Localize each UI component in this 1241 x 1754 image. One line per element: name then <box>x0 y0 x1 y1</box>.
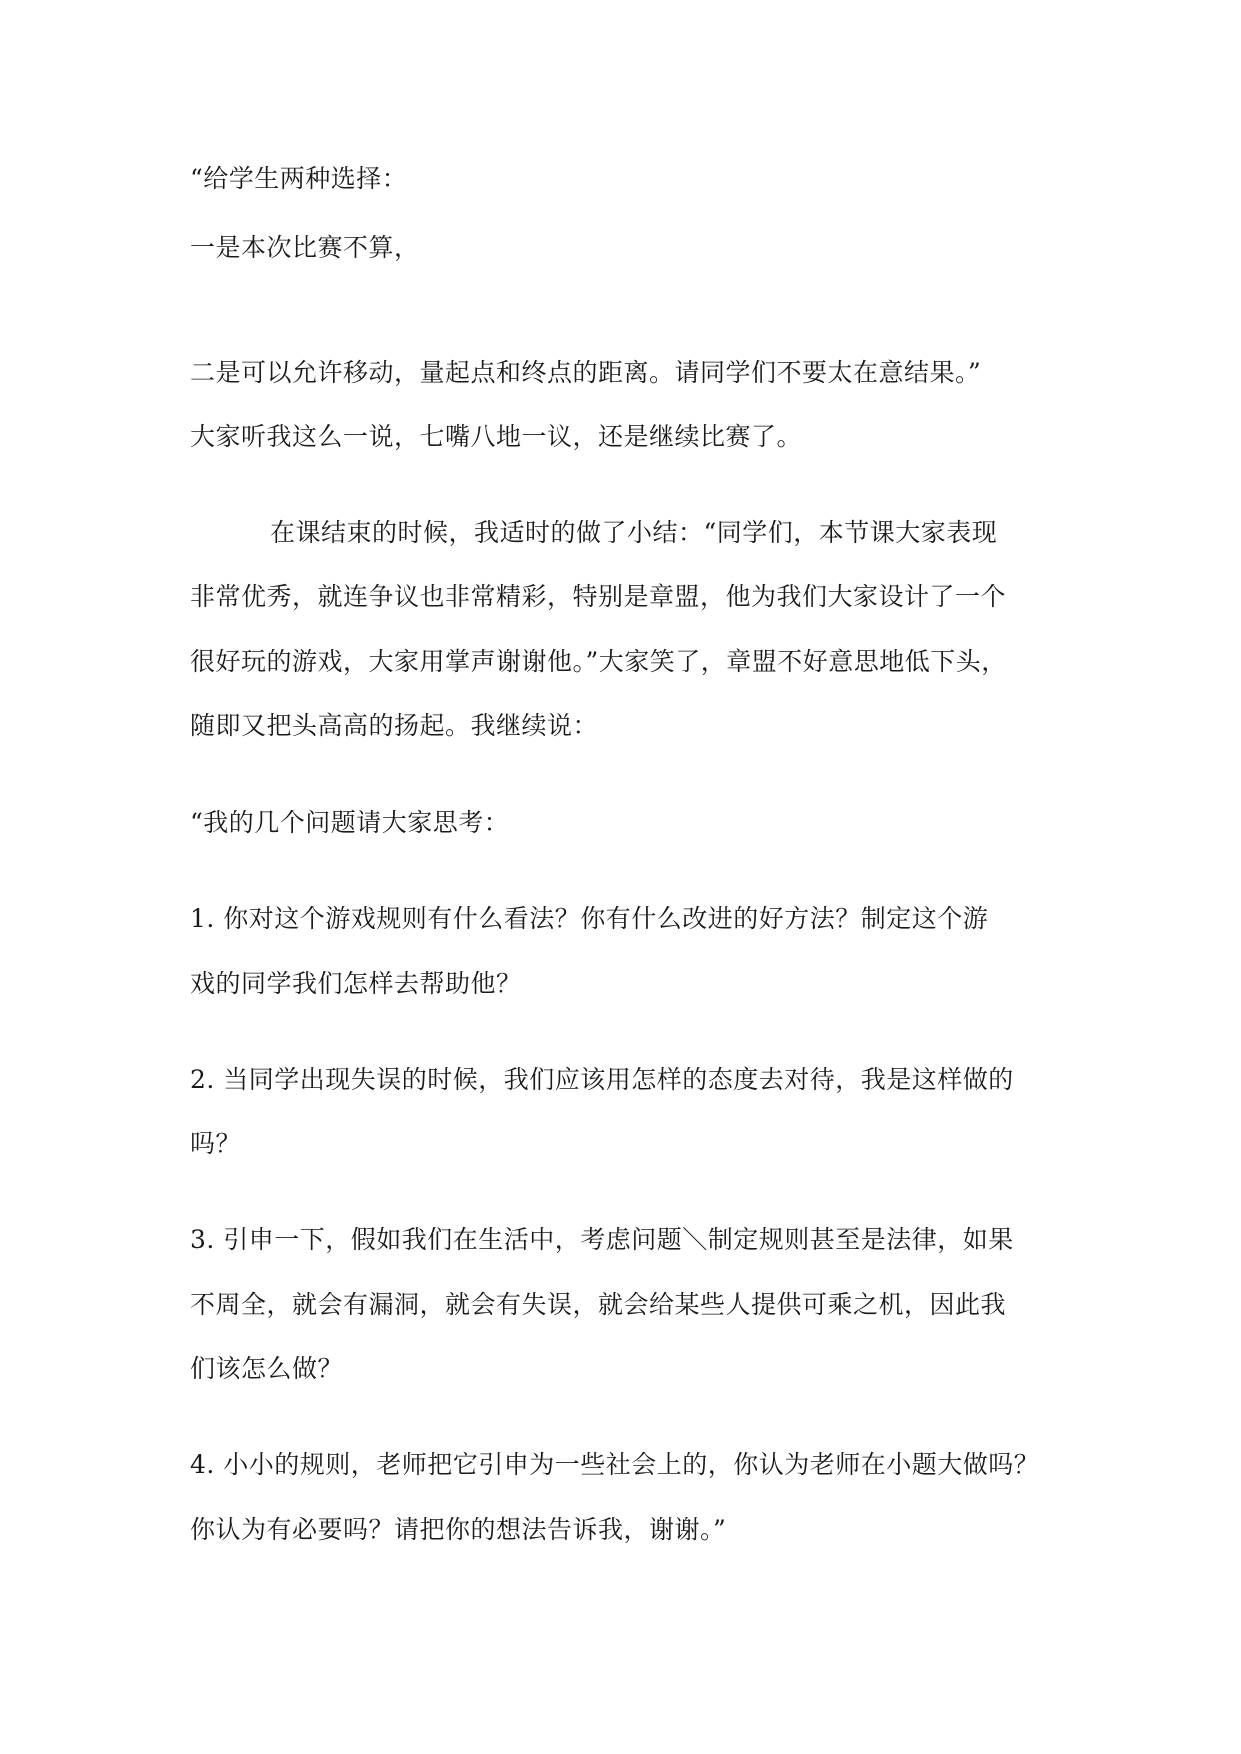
text-line: 戏的同学我们怎样去帮助他？ <box>190 969 522 998</box>
text-line: 随即又把头高高的扬起。我继续说： <box>190 711 599 740</box>
text-line: 2. 当同学出现失误的时候，我们应该用怎样的态度去对待，我是这样做的 <box>190 1065 1014 1094</box>
text-line: 二是可以允许移动，量起点和终点的距离。请同学们不要太在意结果。” <box>190 358 982 387</box>
text-line: 在课结束的时候，我适时的做了小结：“同学们，本节课大家表现 <box>270 518 998 547</box>
text-line: “我的几个问题请大家思考： <box>190 808 510 837</box>
text-line: 1. 你对这个游戏规则有什么看法？你有什么改进的好方法？制定这个游 <box>190 904 989 933</box>
text-line: 很好玩的游戏，大家用掌声谢谢他。”大家笑了，章盟不好意思地低下头， <box>190 647 1007 676</box>
text-line: “给学生两种选择： <box>190 164 408 193</box>
text-line: 吗？ <box>190 1129 242 1158</box>
text-line: 大家听我这么一说，七嘴八地一议，还是继续比赛了。 <box>190 422 803 451</box>
text-line: 一是本次比赛不算， <box>190 233 420 262</box>
text-line: 们该怎么做？ <box>190 1354 344 1383</box>
text-line: 非常优秀，就连争议也非常精彩，特别是章盟，他为我们大家设计了一个 <box>190 582 1007 611</box>
text-line: 4. 小小的规则，老师把它引申为一些社会上的，你认为老师在小题大做吗？ <box>190 1450 1040 1479</box>
text-line: 不周全，就会有漏洞，就会有失误，就会给某些人提供可乘之机，因此我 <box>190 1290 1007 1319</box>
text-line: 3. 引申一下，假如我们在生活中，考虑问题＼制定规则甚至是法律，如果 <box>190 1225 1014 1254</box>
text-line: 你认为有必要吗？请把你的想法告诉我，谢谢。” <box>190 1515 727 1544</box>
